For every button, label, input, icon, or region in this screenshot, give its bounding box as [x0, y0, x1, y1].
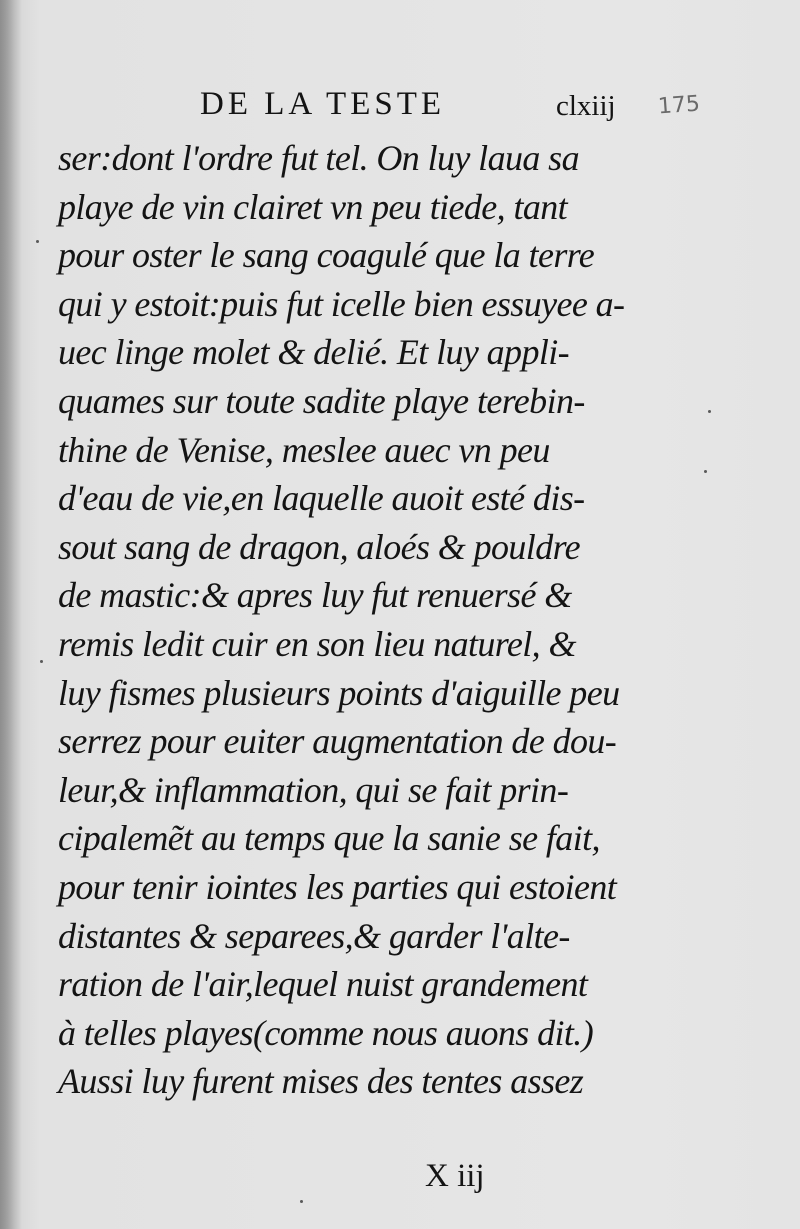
paper-speck	[300, 1200, 303, 1203]
text-line: luy fismes plusieurs points d'aiguille peu	[58, 672, 620, 713]
paper-speck	[36, 240, 39, 243]
running-title: DE LA TESTE	[200, 86, 446, 122]
text-line: ration de l'air,lequel nuist grandement	[58, 964, 588, 1005]
text-line: de mastic:& apres luy fut renuersé &	[58, 575, 572, 616]
text-line: leur,& inflammation, qui se fait prin-	[58, 769, 569, 810]
paper-speck	[40, 660, 43, 663]
text-line: à telles playes(comme nous auons dit.)	[58, 1012, 594, 1053]
signature-mark: X iij	[425, 1158, 485, 1194]
text-line: pour oster le sang coagulé que la terre	[58, 235, 595, 276]
text-line: playe de vin clairet vn peu tiede, tant	[58, 186, 568, 227]
text-line: distantes & separees,& garder l'alte-	[58, 915, 570, 956]
text-line: cipalemẽt au temps que la sanie se fait,	[58, 818, 600, 859]
body-text	[58, 134, 648, 1106]
text-line: serrez pour euiter augmentation de dou-	[58, 721, 617, 762]
folio-number: clxiij	[556, 90, 616, 122]
paper-speck	[704, 470, 707, 473]
text-line: thine de Venise, meslee auec vn peu	[58, 429, 550, 470]
text-line: qui y estoit:puis fut icelle bien essuyee a-	[58, 283, 625, 324]
text-line: uec linge molet & delié. Et luy appli-	[58, 332, 570, 373]
text-line: sout sang de dragon, aloés & pouldre	[58, 526, 581, 567]
gutter-shadow	[0, 0, 22, 1229]
text-line: pour tenir iointes les parties qui estoient	[58, 866, 617, 907]
text-line: quames sur toute sadite playe terebin-	[58, 380, 585, 421]
paper-speck	[708, 410, 711, 413]
text-line: remis ledit cuir en son lieu naturel, &	[58, 623, 576, 664]
text-line: ser:dont l'ordre fut tel. On luy laua sa	[58, 138, 579, 178]
text-line: d'eau de vie,en laquelle auoit esté dis-	[58, 478, 585, 519]
text-line: Aussi luy furent mises des tentes assez	[58, 1061, 584, 1102]
running-head	[0, 84, 800, 124]
handwritten-page-number: 175	[657, 91, 701, 120]
